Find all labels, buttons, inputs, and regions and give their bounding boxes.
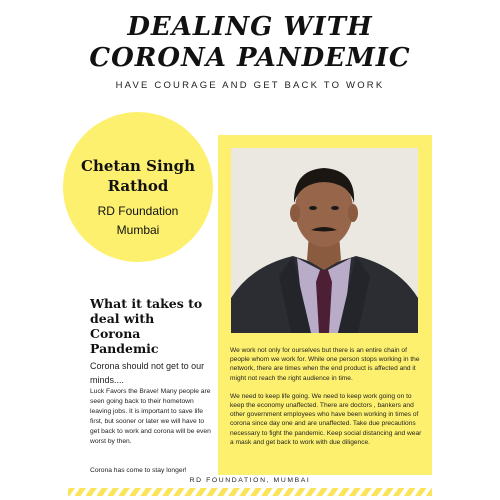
portrait-illustration: [231, 148, 418, 333]
profile-name: [78, 156, 198, 196]
panel-paragraph-1: We work not only for ourselves but there is an entire chain of people whom we work for. While one person stops working in the network, there are times when the end product is affected and it might not reach the right audience in time.: [230, 347, 420, 382]
left-lead-text: Corona should not get to our minds....: [90, 361, 205, 385]
page-subtitle: HAVE COURAGE AND GET BACK TO WORK: [115, 80, 385, 91]
portrait-photo: [231, 148, 418, 333]
profile-org-line-2: Mumbai: [116, 223, 160, 237]
footer-text: RD FOUNDATION, MUMBAI: [189, 477, 311, 484]
profile-org-line-1: RD Foundation: [97, 204, 179, 218]
left-heading-line-4: Pandemic: [90, 341, 159, 356]
panel-paragraph-2: We need to keep life going. We need to keep work going on to keep the economy unaffected. There are doctors , bankers and other government employees who have been working in times of corona since day one and are unaffected. Take due precautions necessary to fight the pandemic. Keep social distancing and wear a mask and get back to work with due diligence.: [230, 392, 422, 446]
left-heading-line-3: Corona: [90, 326, 141, 341]
profile-name-line-2: Rathod: [107, 177, 169, 195]
profile-org: [78, 202, 198, 240]
left-closing-text: Corona has come to stay longer!: [90, 467, 187, 474]
page-title: [0, 12, 500, 74]
title-line-2: CORONA PANDEMIC: [89, 43, 411, 73]
left-heading-line-1: What it takes to: [90, 296, 203, 311]
left-body-text: Luck Favors the Brave! Many people are seen going back to their hometown leaving jobs. It is important to save life first, but sooner or later we will have to get back to work and corona will be even worst by then.: [90, 388, 211, 445]
panel-text: [230, 346, 425, 456]
footer-stripes: [68, 488, 432, 496]
left-heading: [90, 296, 215, 356]
title-line-1: DEALING WITH: [127, 12, 373, 42]
left-heading-line-2: deal with: [90, 311, 155, 326]
profile-name-line-1: Chetan Singh: [81, 157, 195, 175]
